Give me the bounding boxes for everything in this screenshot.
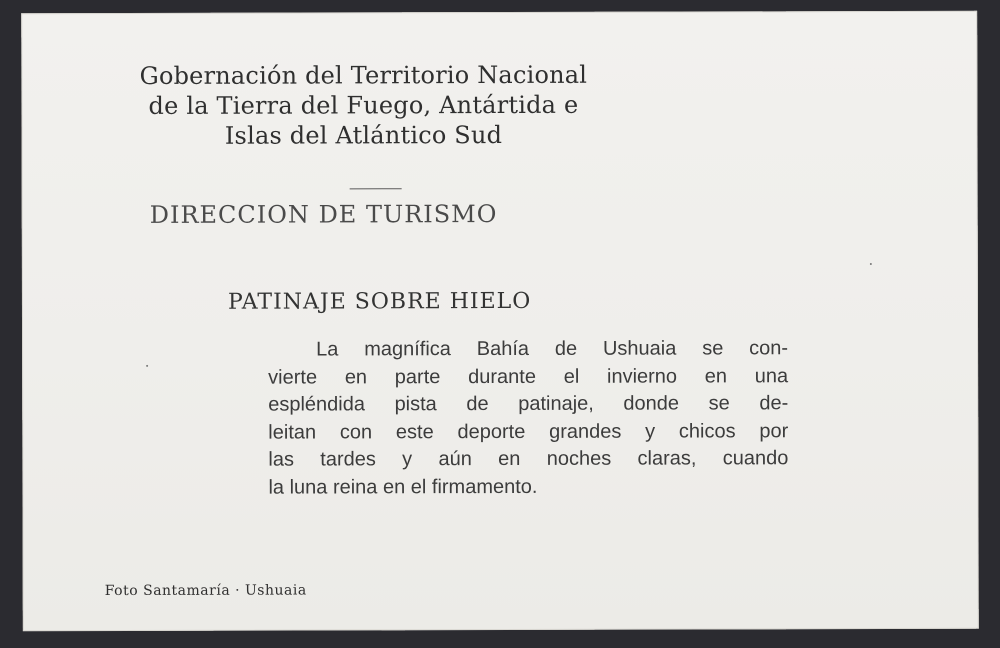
body-line-1: La magnífica Bahía de Ushuaia se con- [316,337,789,361]
body-line-6: la luna reina en el firmamento. [268,475,538,499]
paper-speck [146,365,148,367]
card-title: PATINAJE SOBRE HIELO [227,288,532,315]
body-line-3: espléndida pista de patinaje, donde se de- [268,392,789,416]
body-line-2: vierte en parte durante el invierno en una [268,364,789,389]
paper-speck [870,263,872,265]
description-paragraph [268,335,788,501]
divider-rule [350,188,402,189]
header-line-1: Gobernación del Territorio Nacional [139,60,588,90]
postcard-back [21,11,979,632]
body-line-5: las tardes y aún en noches claras, cuando [268,447,789,471]
body-line-4: leitan con este deporte grandes y chicos por [268,419,789,444]
header-block [103,60,623,151]
header-line-3: Islas del Atlántico Sud [224,120,503,150]
photo-credit: Foto Santamaría · Ushuaia [104,582,307,600]
department-heading: DIRECCION DE TURISMO [149,200,498,229]
header-line-2: de la Tierra del Fuego, Antártida e [148,90,579,120]
